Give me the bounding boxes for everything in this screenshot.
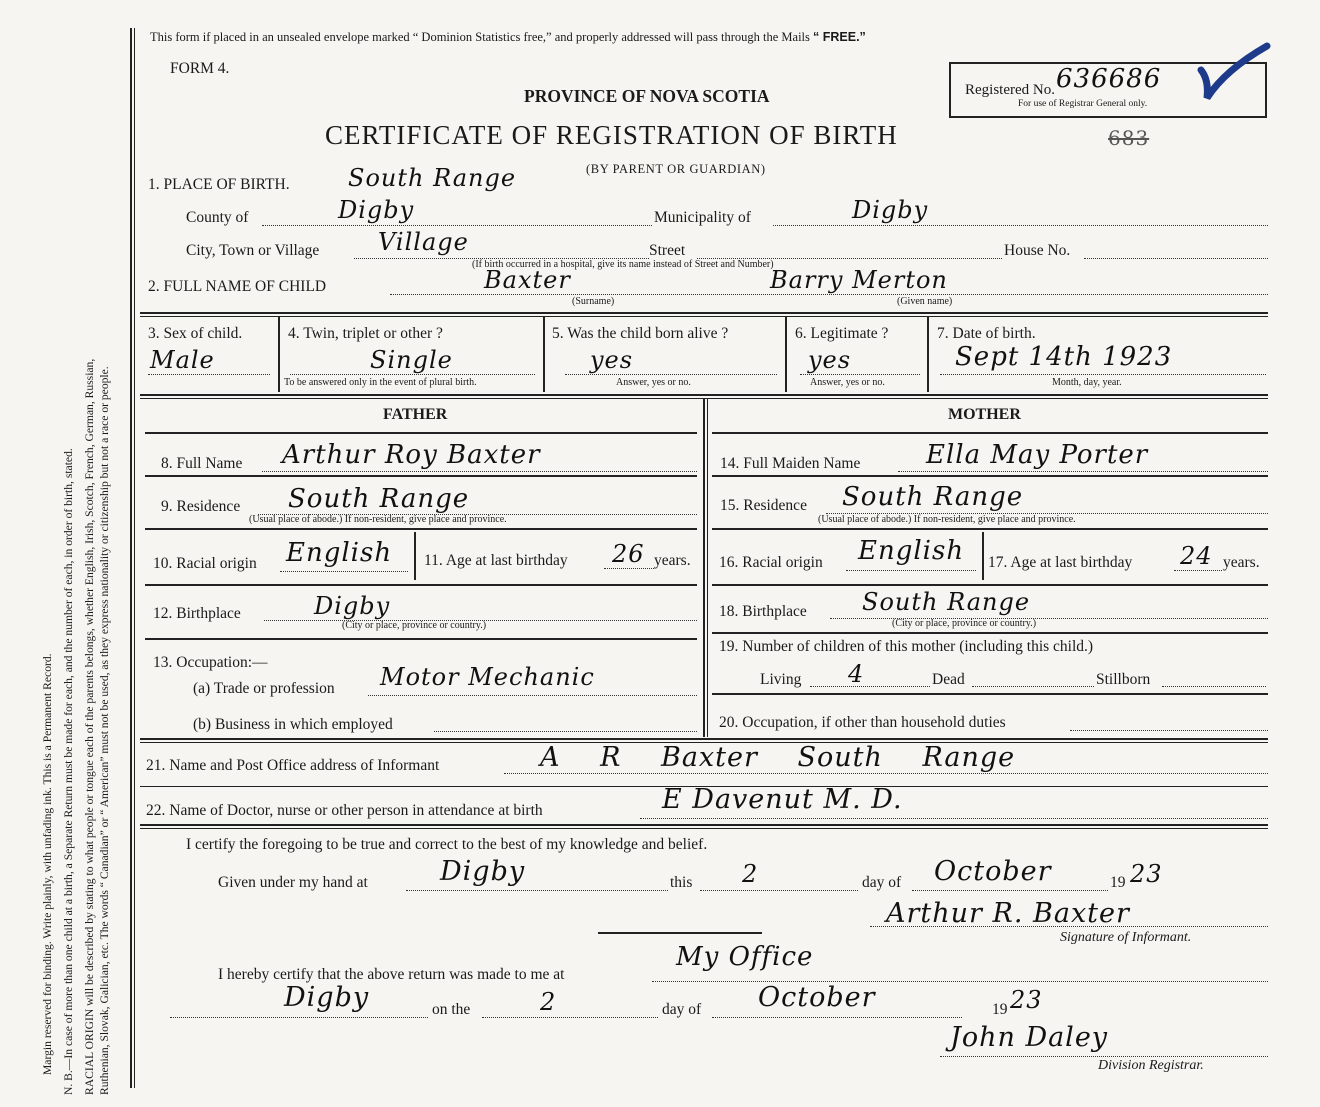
father-business-line [434, 731, 697, 732]
registered-label: Registered No. [965, 82, 1055, 98]
father-business-label: (b) Business in which employed [193, 716, 393, 733]
month-value: October [934, 856, 1052, 887]
mother-row-rule-5 [712, 632, 1268, 634]
parents-divider [703, 399, 705, 737]
mother-racial-label: 16. Racial origin [719, 554, 823, 571]
rule-under-doctor-2 [140, 828, 1268, 829]
twin-caption: To be answered only in the event of plural birth. [284, 377, 477, 388]
father-birthplace-caption: (City or place, province or country.) [342, 620, 487, 631]
born-alive-label: 5. Was the child born alive ? [552, 325, 729, 342]
mother-residence-caption: (Usual place of abode.) If non-resident, give place and province. [818, 514, 1076, 525]
informant-value: A R Baxter South Range [540, 742, 1016, 773]
legitimate-line [800, 374, 920, 375]
margin-rule [130, 28, 132, 1088]
on-the-value: 2 [540, 988, 557, 1016]
sex-line [148, 374, 270, 375]
mother-age-unit: years. [1223, 554, 1260, 571]
father-trade-line [368, 695, 697, 696]
mother-row-rule-3 [712, 528, 1268, 530]
mother-name-line [898, 471, 1268, 472]
dob-line [940, 374, 1266, 375]
hospital-note: (If birth occurred in a hospital, give its name instead of Street and Number) [472, 259, 774, 270]
checkmark-icon [1195, 40, 1275, 105]
dob-label: 7. Date of birth. [937, 325, 1036, 342]
twin-label: 4. Twin, triplet or other ? [288, 325, 443, 342]
year-prefix-2: 19 [992, 1001, 1008, 1018]
father-heading: FATHER [383, 406, 448, 423]
father-name-value: Arthur Roy Baxter [282, 440, 541, 470]
mother-birthplace-value: South Range [862, 588, 1031, 616]
father-name-label: 8. Full Name [161, 455, 243, 472]
sex-value: Male [150, 346, 215, 374]
street-label: Street [649, 242, 686, 259]
child-name-line [390, 294, 1268, 295]
father-trade-value: Motor Mechanic [380, 663, 595, 691]
registered-number: 636686 [1056, 64, 1162, 94]
year-prefix: 19 [1110, 874, 1126, 891]
mail-note-text: This form if placed in an unsealed envelope marked “ Dominion Statistics free,” and properly addressed will pass through the Mails [150, 30, 810, 44]
legitimate-value: yes [808, 346, 852, 374]
this-line [700, 890, 858, 891]
county-value: Digby [338, 196, 415, 224]
return-statement: I hereby certify that the above return was made to me at [218, 966, 565, 983]
margin-notes [40, 15, 112, 1095]
city-value: Village [378, 228, 469, 256]
father-racial-line [280, 571, 408, 572]
registrar-caption: Division Registrar. [1098, 1058, 1204, 1073]
return-place-value: My Office [676, 942, 814, 972]
mother-birthplace-label: 18. Birthplace [719, 603, 807, 620]
county-line [262, 225, 652, 226]
surname-caption: (Surname) [572, 296, 615, 307]
dead-line [972, 686, 1094, 687]
margin-note-1: Margin reserved for binding. Write plainly, with unfading ink. This is a Permanent Record. [41, 653, 54, 1075]
registrar-signature-line [940, 1056, 1268, 1057]
mother-heading: MOTHER [948, 406, 1021, 423]
day-of-label-2: day of [662, 1001, 702, 1018]
twin-line [290, 374, 535, 375]
father-residence-caption: (Usual place of abode.) If non-resident, give place and province. [249, 514, 507, 525]
return-town-line [170, 1017, 428, 1018]
child-name-label: 2. FULL NAME OF CHILD [148, 278, 327, 295]
father-birthplace-value: Digby [314, 592, 391, 620]
mother-racial-line [846, 570, 976, 571]
surname-value: Baxter [484, 266, 571, 294]
grid-divider-4 [927, 316, 929, 392]
father-age-label: 11. Age at last birthday [424, 552, 568, 569]
doctor-label: 22. Name of Doctor, nurse or other person in attendance at birth [146, 802, 543, 819]
given-label: Given under my hand at [218, 874, 368, 891]
mail-note [150, 30, 866, 45]
grid-divider-2 [543, 316, 545, 392]
year-value: 23 [1130, 860, 1163, 888]
stillborn-label: Stillborn [1096, 671, 1151, 688]
dead-label: Dead [932, 671, 965, 688]
doctor-value: E Davenut M. D. [662, 784, 903, 815]
father-name-line [262, 471, 697, 472]
mother-age-label: 17. Age at last birthday [988, 554, 1133, 571]
doctor-line [640, 818, 1268, 819]
place-of-birth-label: 1. PLACE OF BIRTH. [148, 176, 290, 193]
born-alive-line [565, 374, 777, 375]
living-value: 4 [848, 660, 865, 688]
mother-residence-value: South Range [842, 482, 1024, 512]
month-line [912, 890, 1108, 891]
father-racial-divider [414, 532, 416, 580]
father-racial-label: 10. Racial origin [153, 555, 257, 572]
rule-top-grid [140, 312, 1268, 314]
rule-under-grid [140, 394, 1268, 396]
grid-divider-3 [785, 316, 787, 392]
given-place-value: Digby [440, 856, 526, 887]
mother-age-value: 24 [1180, 542, 1213, 570]
separator-short [598, 932, 762, 934]
stillborn-line [1162, 686, 1266, 687]
title-strikeout-number: 683 [1108, 126, 1150, 150]
dob-caption: Month, day, year. [1052, 377, 1122, 388]
legitimate-caption: Answer, yes or no. [810, 377, 885, 388]
municipality-value: Digby [852, 196, 929, 224]
given-name-value: Barry Merton [770, 266, 948, 294]
informant-line [504, 773, 1268, 774]
form-number: FORM 4. [170, 60, 230, 77]
city-label: City, Town or Village [186, 242, 320, 259]
certify-statement: I certify the foregoing to be true and correct to the best of my knowledge and belief. [186, 836, 708, 853]
father-trade-label: (a) Trade or profession [193, 680, 335, 697]
father-racial-value: English [286, 538, 393, 568]
father-row-rule-2 [145, 475, 697, 477]
place-of-birth-value: South Range [348, 164, 517, 192]
rule-above-informant [140, 738, 1268, 740]
this-label: this [670, 874, 693, 891]
dob-value: Sept 14th 1923 [955, 342, 1173, 372]
grid-divider-1 [278, 316, 280, 392]
informant-signature-caption: Signature of Informant. [1060, 930, 1192, 945]
father-row-rule-3 [145, 528, 697, 530]
return-town-value: Digby [284, 982, 370, 1013]
father-age-unit: years. [654, 552, 691, 569]
born-alive-caption: Answer, yes or no. [616, 377, 691, 388]
return-place-line [652, 981, 1268, 982]
mother-age-line [1174, 570, 1222, 571]
rule-top-grid-2 [140, 316, 1268, 317]
mother-children-label: 19. Number of children of this mother (including this child.) [719, 638, 1094, 655]
mother-row-rule-1 [712, 432, 1268, 434]
certificate-subtitle: (BY PARENT OR GUARDIAN) [586, 162, 766, 176]
twin-value: Single [370, 346, 453, 374]
mother-racial-value: English [858, 536, 965, 566]
mail-note-free: “ FREE.” [813, 30, 866, 44]
house-number-label: House No. [1004, 242, 1071, 259]
house-number-line [1084, 258, 1268, 259]
day-of-label: day of [862, 874, 902, 891]
registrar-use-note: For use of Registrar General only. [1018, 99, 1148, 109]
county-label: County of [186, 209, 249, 226]
father-age-value: 26 [612, 540, 645, 568]
born-alive-value: yes [590, 346, 634, 374]
mother-name-value: Ella May Porter [926, 440, 1149, 470]
mother-occupation-line [1070, 730, 1268, 731]
mother-name-label: 14. Full Maiden Name [720, 455, 861, 472]
mother-row-rule-4 [712, 584, 1268, 586]
father-row-rule-1 [145, 432, 697, 434]
father-row-rule-5 [145, 638, 697, 640]
informant-label: 21. Name and Post Office address of Informant [146, 757, 440, 774]
mother-racial-divider [982, 532, 984, 580]
on-the-line [482, 1017, 658, 1018]
registrar-signature: John Daley [950, 1022, 1109, 1053]
mother-residence-label: 15. Residence [720, 497, 807, 514]
father-occupation-label: 13. Occupation:— [153, 654, 268, 671]
month-line-2 [712, 1017, 962, 1018]
given-place-line [406, 890, 668, 891]
municipality-label: Municipality of [654, 209, 751, 226]
margin-rule-2 [134, 28, 135, 1088]
father-residence-value: South Range [288, 484, 470, 514]
this-value: 2 [742, 860, 759, 888]
father-birthplace-label: 12. Birthplace [153, 605, 241, 622]
given-name-caption: (Given name) [897, 296, 953, 307]
certificate-title: CERTIFICATE OF REGISTRATION OF BIRTH [325, 120, 898, 150]
parents-divider-2 [707, 399, 708, 737]
province-heading: PROVINCE OF NOVA SCOTIA [524, 86, 770, 106]
living-line [810, 686, 930, 687]
year-value-2: 23 [1010, 986, 1043, 1014]
living-label: Living [760, 671, 802, 688]
margin-note-3: RACIAL ORIGIN will be described by stating to what people or tongue each of the parents belongs, whether English, Irish, Scotch, French, German, Russian, [83, 358, 96, 1095]
rule-under-doctor [140, 824, 1268, 826]
informant-signature: Arthur R. Baxter [886, 898, 1130, 929]
father-residence-label: 9. Residence [161, 498, 241, 515]
margin-note-2: N. B.—In case of more than one child at a birth, a Separate Return must be made for each, and the number of each, in order of birth, stated. [62, 448, 75, 1095]
mother-row-rule-6 [712, 693, 1268, 695]
father-row-rule-4 [145, 584, 697, 586]
margin-note-4: Ruthenian, Slovak, Galician, etc. The words “ Canadian” or “ American” must not be used, as they express nationality or citizenship but not a race or people. [98, 366, 111, 1095]
legitimate-label: 6. Legitimate ? [795, 325, 889, 342]
mother-occupation-label: 20. Occupation, if other than household duties [719, 714, 1006, 731]
informant-signature-line [870, 926, 1268, 927]
on-the-label: on the [432, 1001, 471, 1018]
municipality-line [773, 225, 1268, 226]
mother-birthplace-caption: (City or place, province or country.) [892, 618, 1037, 629]
mother-row-rule-2 [712, 475, 1268, 477]
father-age-line [604, 568, 654, 569]
sex-label: 3. Sex of child. [148, 325, 243, 342]
month-value-2: October [758, 982, 876, 1013]
